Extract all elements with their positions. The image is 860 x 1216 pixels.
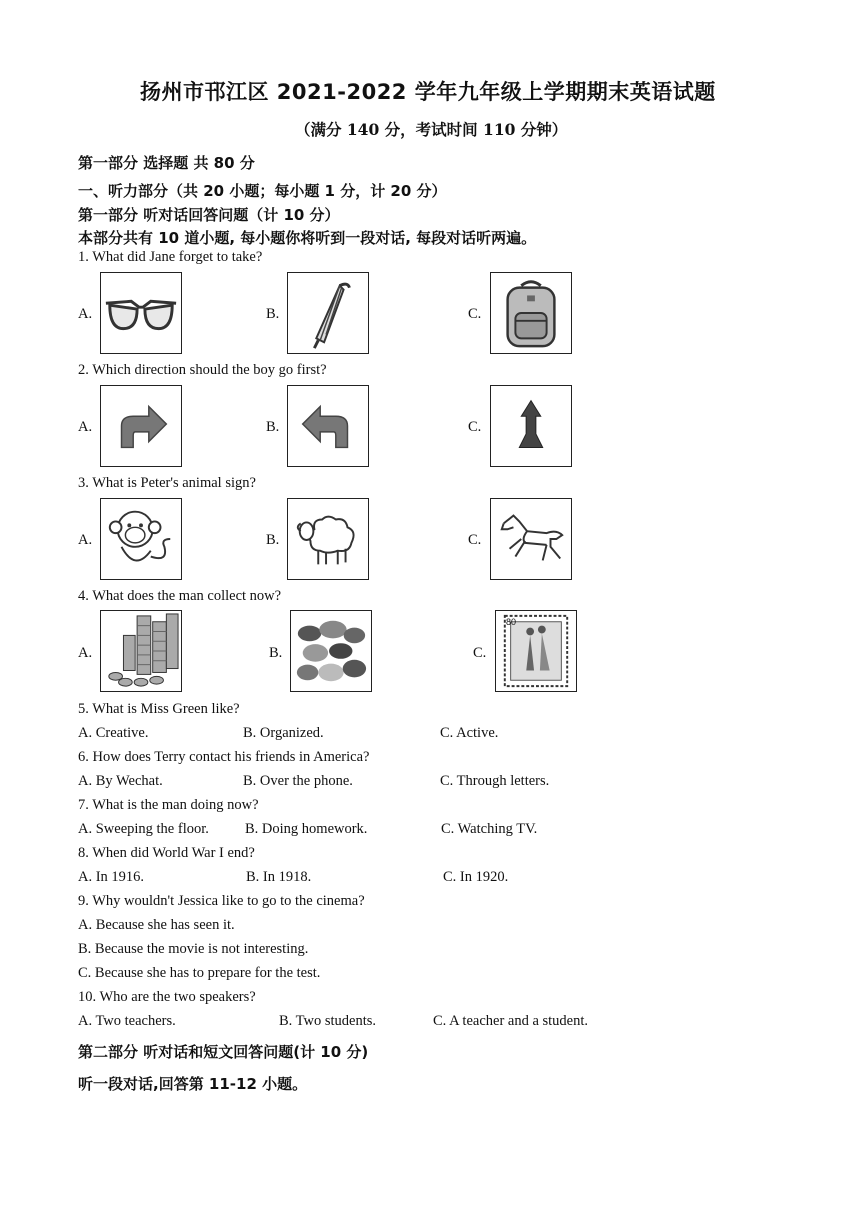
- part-two-instructions: 听一段对话,回答第 11-12 小题。: [78, 1075, 308, 1093]
- option-label-b: B.: [266, 532, 280, 548]
- umbrella-image[interactable]: [287, 272, 369, 354]
- option-a[interactable]: A. Creative.: [78, 725, 149, 741]
- turn-right-arrow-icon: [102, 387, 180, 465]
- straight-arrow-icon: [492, 387, 570, 465]
- stones-icon: [292, 612, 370, 690]
- option-c[interactable]: C. Through letters.: [440, 773, 550, 789]
- umbrella-icon: [289, 274, 367, 352]
- glasses-icon: [102, 274, 180, 352]
- page-title: 扬州市邗江区 2021-2022 学年九年级上学期期末英语试题: [140, 80, 716, 104]
- option-b[interactable]: B. Because the movie is not interesting.: [78, 941, 309, 957]
- stamp-value: 80: [506, 617, 517, 627]
- option-b[interactable]: B. Organized.: [243, 725, 324, 741]
- part-one-a-heading: 第一部分 听对话回答问题（计 10 分）: [78, 206, 340, 224]
- option-b[interactable]: B. Two students.: [279, 1013, 377, 1029]
- coins-image[interactable]: [100, 610, 182, 692]
- option-label-a: A.: [78, 645, 93, 661]
- option-label-b: B.: [266, 419, 280, 435]
- horse-image[interactable]: [490, 498, 572, 580]
- option-label-a: A.: [78, 419, 93, 435]
- question-3: 3. What is Peter's animal sign?: [78, 475, 256, 491]
- option-c[interactable]: C. Watching TV.: [441, 821, 538, 837]
- listening-heading: 一、听力部分（共 20 小题；每小题 1 分，计 20 分）: [78, 182, 447, 200]
- question-1: 1. What did Jane forget to take?: [78, 249, 263, 265]
- question-6: 6. How does Terry contact his friends in America?: [78, 749, 370, 765]
- sheep-image[interactable]: [287, 498, 369, 580]
- option-b[interactable]: B. Over the phone.: [243, 773, 353, 789]
- part-two-heading: 第二部分 听对话和短文回答问题(计 10 分): [78, 1043, 369, 1061]
- option-a[interactable]: A. Two teachers.: [78, 1013, 176, 1029]
- option-b[interactable]: B. In 1918.: [246, 869, 312, 885]
- option-c[interactable]: C. A teacher and a student.: [433, 1013, 589, 1029]
- right-arrow-image[interactable]: [100, 385, 182, 467]
- question-7: 7. What is the man doing now?: [78, 797, 259, 813]
- part-one-heading: 第一部分 选择题 共 80 分: [78, 154, 255, 172]
- stamp-image[interactable]: [495, 610, 577, 692]
- question-4: 4. What does the man collect now?: [78, 588, 282, 604]
- backpack-image[interactable]: [490, 272, 572, 354]
- option-label-c: C.: [473, 645, 487, 661]
- glasses-image[interactable]: [100, 272, 182, 354]
- option-label-c: C.: [468, 306, 482, 322]
- option-a[interactable]: A. Because she has seen it.: [78, 917, 235, 933]
- question-9: 9. Why wouldn't Jessica like to go to the cinema?: [78, 893, 365, 909]
- option-label-a: A.: [78, 306, 93, 322]
- question-10: 10. Who are the two speakers?: [78, 989, 256, 1005]
- question-8: 8. When did World War I end?: [78, 845, 255, 861]
- page-subtitle: （满分 140 分，考试时间 110 分钟）: [295, 120, 568, 139]
- option-c[interactable]: C. In 1920.: [443, 869, 509, 885]
- option-label-b: B.: [266, 306, 280, 322]
- stones-image[interactable]: [290, 610, 372, 692]
- option-label-c: C.: [468, 419, 482, 435]
- question-5: 5. What is Miss Green like?: [78, 701, 240, 717]
- turn-left-arrow-icon: [289, 387, 367, 465]
- option-label-a: A.: [78, 532, 93, 548]
- question-2: 2. Which direction should the boy go first?: [78, 362, 327, 378]
- option-label-c: C.: [468, 532, 482, 548]
- coins-icon: [102, 612, 180, 690]
- option-c[interactable]: C. Because she has to prepare for the test.: [78, 965, 321, 981]
- instructions-text: 本部分共有 10 道小题, 每小题你将听到一段对话, 每段对话听两遍。: [78, 229, 537, 247]
- option-label-b: B.: [269, 645, 283, 661]
- left-arrow-image[interactable]: [287, 385, 369, 467]
- straight-arrow-image[interactable]: [490, 385, 572, 467]
- horse-icon: [492, 500, 570, 578]
- backpack-icon: [492, 274, 570, 352]
- monkey-image[interactable]: [100, 498, 182, 580]
- option-a[interactable]: A. By Wechat.: [78, 773, 163, 789]
- monkey-icon: [102, 500, 180, 578]
- option-a[interactable]: A. In 1916.: [78, 869, 145, 885]
- option-c[interactable]: C. Active.: [440, 725, 499, 741]
- option-a[interactable]: A. Sweeping the floor.: [78, 821, 209, 837]
- sheep-icon: [289, 500, 367, 578]
- option-b[interactable]: B. Doing homework.: [245, 821, 368, 837]
